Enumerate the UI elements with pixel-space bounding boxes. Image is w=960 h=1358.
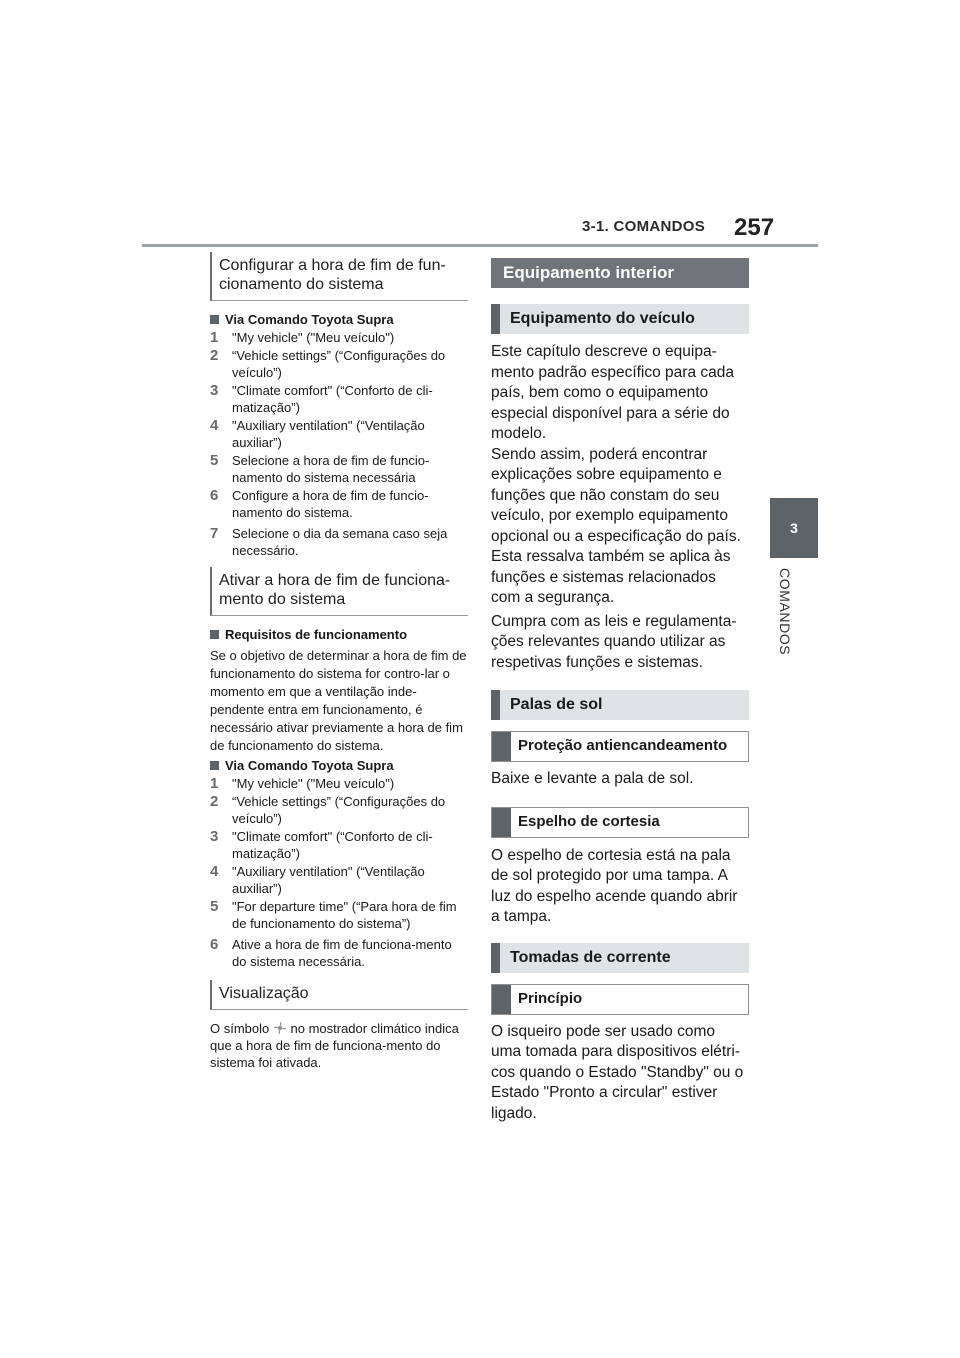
step-number: 6: [210, 487, 219, 504]
protecao-paragraph: Baixe e levante a pala de sol.: [491, 770, 694, 787]
heading-principio: [491, 984, 749, 1015]
heading-espelho-label: Espelho de cortesia: [518, 812, 660, 830]
step-number: 4: [210, 417, 219, 434]
equipamento-paragraph-3: Cumpra com as leis e regulamenta-ções relevantes quando utilizar as respetivas funções e sistemas.: [491, 612, 737, 671]
chapter-tab: 3: [770, 498, 818, 558]
heading-protecao: [491, 731, 749, 762]
step-text: "Climate comfort" (“Conforto de cli-matização”): [232, 383, 433, 415]
steps-list-1: [210, 329, 468, 559]
heading-equipamento-veiculo: Equipamento do veículo: [491, 304, 749, 334]
step-text: "Climate comfort" (“Conforto de cli-matização”): [232, 829, 433, 861]
step-number: 6: [210, 936, 219, 953]
chapter-side-label-text: COMANDOS: [777, 568, 793, 656]
heading-espelho: [491, 807, 749, 838]
square-bullet-icon: [210, 630, 219, 639]
heading-protecao-label: Proteção antiencandeamento: [518, 737, 728, 754]
subheading-text: Via Comando Toyota Supra: [225, 758, 394, 773]
subheading-requisitos: [210, 626, 468, 643]
step-number: 3: [210, 382, 219, 399]
step-item: [210, 828, 468, 862]
step-item: [210, 898, 468, 932]
step-text: "My vehicle" ("Meu veículo"): [232, 330, 395, 345]
chapter-side-label: [775, 568, 811, 668]
page-number: 257: [734, 214, 775, 241]
subheading-via-comando-2: [210, 757, 468, 774]
step-item: [210, 793, 468, 827]
step-item: [210, 936, 468, 970]
heading-bar: [492, 808, 511, 837]
step-number: 5: [210, 452, 219, 469]
step-item: [210, 329, 468, 346]
heading-tomadas: Tomadas de corrente: [491, 943, 749, 973]
step-text: Ative a hora de fim de funciona-mento do sistema necessária.: [232, 937, 452, 969]
note-text-start: O símbolo: [210, 1021, 270, 1036]
step-number: 3: [210, 828, 219, 845]
step-number: 1: [210, 775, 219, 792]
equipamento-paragraph-2: Sendo assim, poderá encontrar explicações sobre equipamento e funções que não constam do seu veículo, por exemplo equipamento opcional ou a especificação do país. Esta ressalva também se aplica às funções e sistemas relacionados com a segurança.: [491, 445, 741, 606]
heading-bar: [492, 732, 511, 761]
espelho-paragraph: O espelho de cortesia está na pala de sol protegido por uma tampa. A luz do espelho acende quando abrir a tampa.: [491, 846, 738, 925]
heading-palas-de-sol: Palas de sol: [491, 690, 749, 720]
step-number: 2: [210, 347, 219, 364]
step-number: 4: [210, 863, 219, 880]
step-item: [210, 417, 468, 451]
step-text: Selecione a hora de fim de funcio-namento do sistema necessária: [232, 453, 430, 485]
heading-principio-label: Princípio: [518, 989, 583, 1007]
step-item: [210, 775, 468, 792]
step-text: "Auxiliary ventilation" (“Ventilação auxiliar”): [232, 418, 425, 450]
square-bullet-icon: [210, 761, 219, 770]
step-text: “Vehicle settings” (“Configurações do veículo”): [232, 348, 446, 380]
right-column: [491, 258, 749, 1124]
section-heading-ativar: Ativar a hora de fim de funciona-mento do sistema: [210, 567, 468, 616]
step-text: Selecione o dia da semana caso seja necessário.: [232, 526, 448, 558]
fan-timer-icon: [273, 1021, 287, 1035]
step-item: [210, 382, 468, 416]
main-heading-equipamento-interior: Equipamento interior: [491, 258, 749, 288]
step-item: [210, 487, 468, 521]
running-header-section: 3-1. COMANDOS: [582, 218, 706, 235]
step-number: 7: [210, 525, 219, 542]
note-text-end: no mostrador climático indica que a hora de fim de funciona-mento do sistema foi ativada.: [210, 1021, 459, 1070]
header-rule: [142, 244, 818, 247]
visualizacao-note: [210, 1020, 468, 1071]
equipamento-paragraph-1: Este capítulo descreve o equipa-mento padrão específico para cada país, bem como o equipamento especial disponível para a série do modelo.: [491, 343, 734, 442]
step-number: 5: [210, 898, 219, 915]
step-number: 1: [210, 329, 219, 346]
section-heading-config: Configurar a hora de fim de fun-cionamento do sistema: [210, 252, 468, 301]
section-heading-visualizacao: Visualização: [210, 980, 468, 1010]
step-item: [210, 452, 468, 486]
step-text: Configure a hora de fim de funcio-namento do sistema.: [232, 488, 429, 520]
step-text: “Vehicle settings” (“Configurações do veículo”): [232, 794, 446, 826]
step-text: "Auxiliary ventilation" (“Ventilação auxiliar”): [232, 864, 425, 896]
step-item: [210, 863, 468, 897]
step-number: 2: [210, 793, 219, 810]
step-item: [210, 347, 468, 381]
steps-list-2: [210, 775, 468, 970]
requisitos-paragraph: Se o objetivo de determinar a hora de fim de funcionamento do sistema for contro-lar o momento em que a ventilação inde-pendente entra em funcionamento, é necessário ativar previamente a hora de fim de funcionamento do sistema.: [210, 648, 467, 753]
square-bullet-icon: [210, 315, 219, 324]
step-text: "For departure time" (“Para hora de fim de funcionamento do sistema”): [232, 899, 457, 931]
step-text: "My vehicle" ("Meu veículo"): [232, 776, 395, 791]
step-item: [210, 525, 468, 559]
principio-paragraph: O isqueiro pode ser usado como uma tomada para dispositivos elétri-cos quando o Estado "Standby" ou o Estado "Pronto a circular" estiver ligado.: [491, 1022, 744, 1122]
subheading-via-comando-1: [210, 311, 468, 328]
subheading-text: Via Comando Toyota Supra: [225, 312, 394, 327]
heading-bar: [492, 985, 511, 1014]
left-column: [210, 252, 468, 1071]
subheading-text: Requisitos de funcionamento: [225, 627, 408, 642]
